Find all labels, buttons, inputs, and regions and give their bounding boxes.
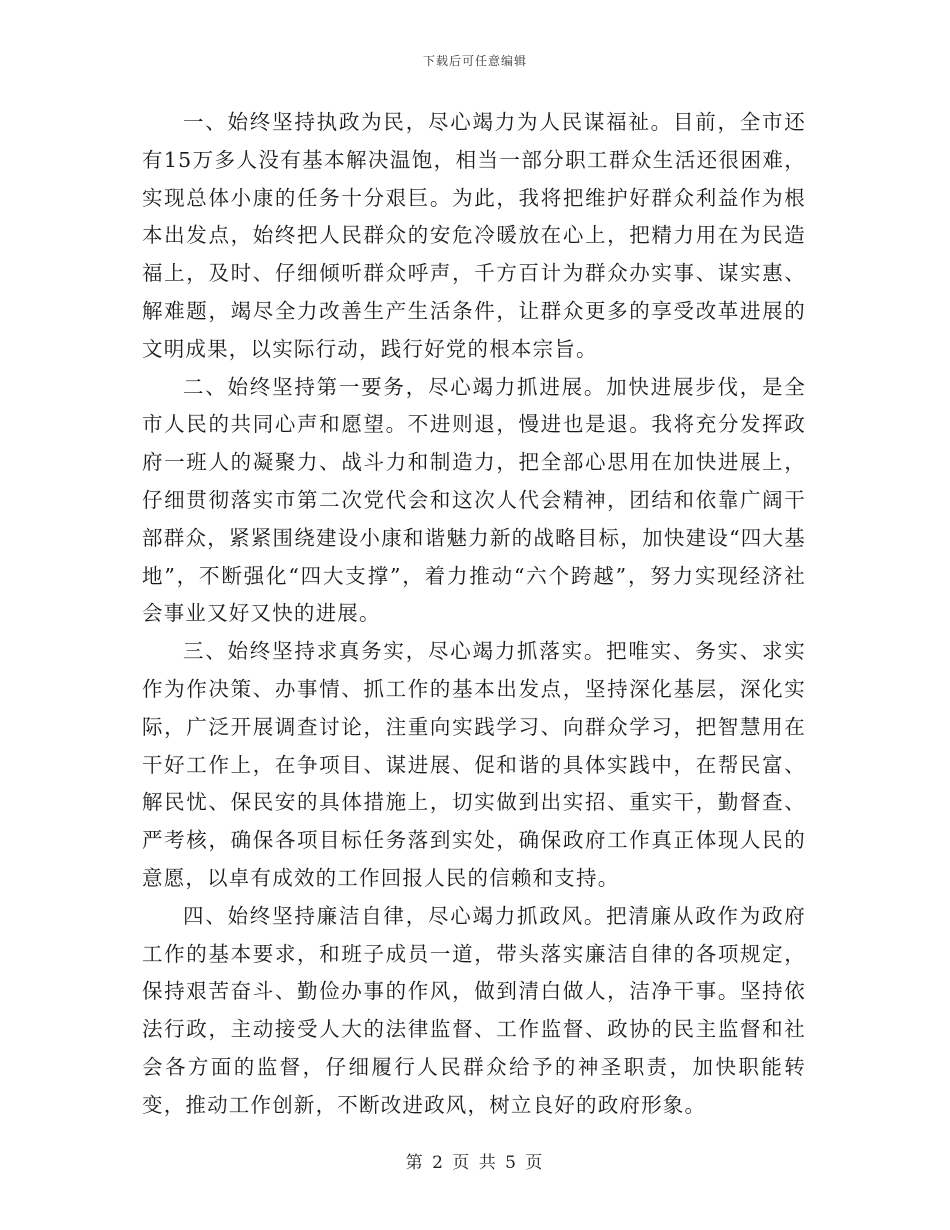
paragraph-1: 一、始终坚持执政为民，尽心竭力为人民谋福祉。目前，全市还有15万多人没有基本解决温饱，相当一部分职工群众生活还很困难，实现总体小康的任务十分艰巨。为此，我将把维护好群众利益作为根本出发点，始终把人民群众的安危冷暖放在心上，把精力用在为民造福上，及时、仔细倾听群众呼声，千方百计为群众办实事、谋实惠、解难题，竭尽全力改善生产生活条件，让群众更多的享受改革进展的文明成果，以实际行动，践行好党的根本宗旨。 [142,110,806,361]
page-number: 第 2 页 共 5 页 [405,1153,545,1173]
paragraph-2: 二、始终坚持第一要务，尽心竭力抓进展。加快进展步伐，是全市人民的共同心声和愿望。不进则退，慢进也是退。我将充分发挥政府一班人的凝聚力、战斗力和制造力，把全部心思用在加快进展上，仔细贯彻落实市第二次党代会和这次人代会精神，团结和依靠广阔干部群众，紧紧围绕建设小康和谐魅力新的战略目标，加快建设“四大基地”，不断强化“四大支撑”，着力推动“六个跨越”，努力实现经济社会事业又好又快的进展。 [142,374,806,626]
paragraph-3: 三、始终坚持求真务实，尽心竭力抓落实。把唯实、务实、求实作为作决策、办事情、抓工作的基本出发点，坚持深化基层，深化实际，广泛开展调查讨论，注重向实践学习、向群众学习，把智慧用在干好工作上，在争项目、谋进展、促和谐的具体实践中，在帮民富、解民忧、保民安的具体措施上，切实做到出实招、重实干，勤督查、严考核，确保各项目标任务落到实处，确保政府工作真正体现人民的意愿，以卓有成效的工作回报人民的信赖和支持。 [142,639,806,890]
page-header: 下载后可任意编辑 [422,54,527,68]
paragraph-4: 四、始终坚持廉洁自律，尽心竭力抓政风。把清廉从政作为政府工作的基本要求，和班子成员一道，带头落实廉洁自律的各项规定，保持艰苦奋斗、勤俭办事的作风，做到清白做人，洁净干事。坚持依法行政，主动接受人大的法律监督、工作监督、政协的民主监督和社会各方面的监督，仔细履行人民群众给予的神圣职责，加快职能转变，推动工作创新，不断改进政风，树立良好的政府形象。 [142,903,806,1117]
document-body [142,104,806,1125]
